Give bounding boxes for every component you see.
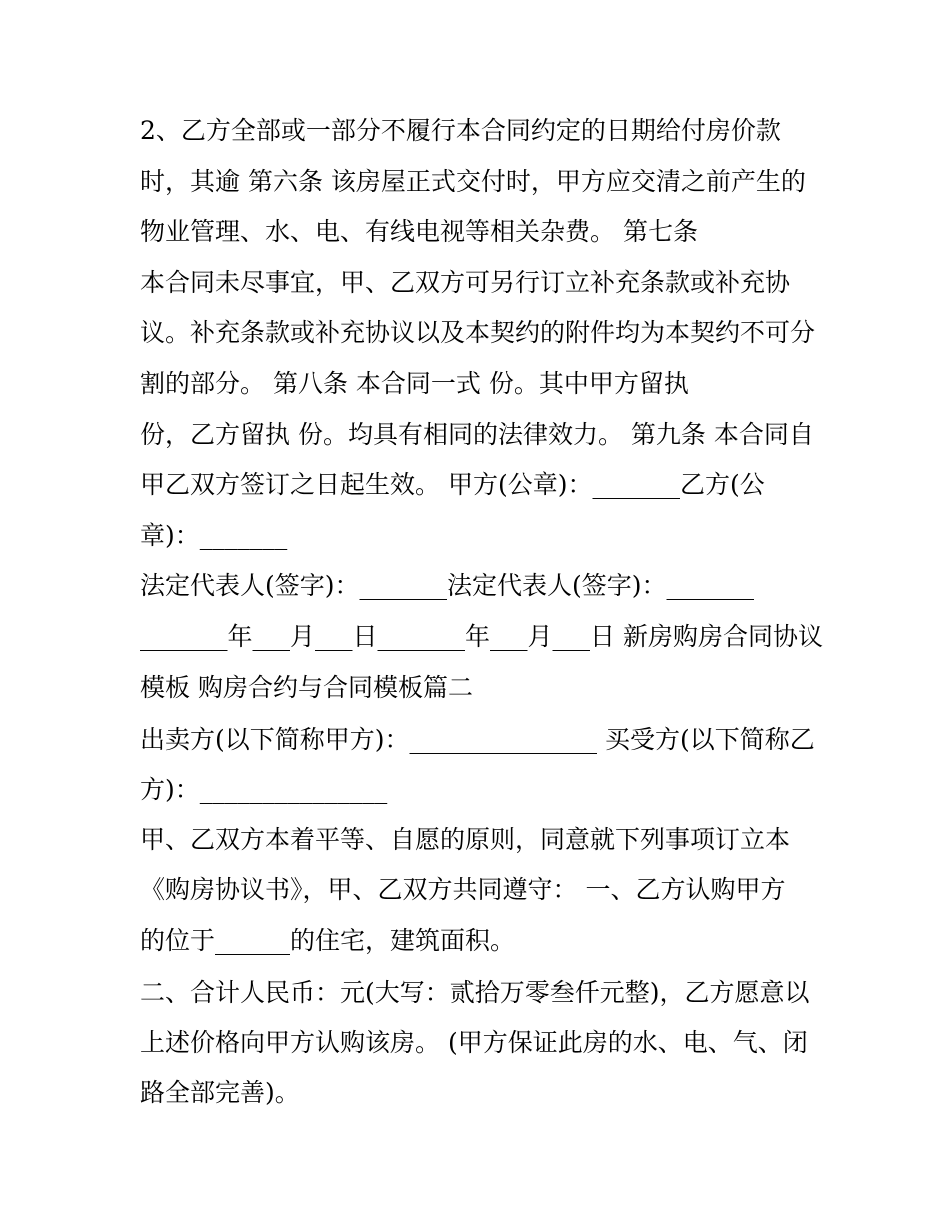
- text-line: 二、合计人民币：元(大写：贰拾万零叁仟元整)，乙方愿意以: [140, 978, 810, 1007]
- text-line: 模板 购房合约与合同模板篇二: [140, 673, 473, 702]
- text-line: 的位于______的住宅，建筑面积。: [140, 926, 516, 955]
- text-line: 2、乙方全部或一部分不履行本合同约定的日期给付房价款: [140, 116, 781, 145]
- text-line: 物业管理、水、电、有线电视等相关杂费。 第七条: [140, 217, 698, 246]
- text-line: 上述价格向甲方认购该房。 (甲方保证此房的水、电、气、闭: [140, 1028, 808, 1057]
- text-line: 路全部完善)。: [140, 1078, 300, 1107]
- text-line: _______年___月___日_______年___月___日 新房购房合同协议: [140, 622, 823, 651]
- text-line: 法定代表人(签字)：_______法定代表人(签字)：_______: [140, 571, 755, 600]
- text-line: 出卖方(以下简称甲方)：_______________ 买受方(以下简称乙: [140, 725, 815, 754]
- text-line: 《购房协议书》，甲、乙双方共同遵守： 一、乙方认购甲方: [140, 875, 786, 904]
- text-line: 甲乙双方签订之日起生效。 甲方(公章)：_______乙方(公: [140, 470, 765, 499]
- text-line: 割的部分。 第八条 本合同一式 份。其中甲方留执: [140, 369, 689, 398]
- text-line: 方)：_______________: [140, 775, 388, 804]
- text-line: 章)：_______: [140, 521, 288, 550]
- text-line: 份，乙方留执 份。均具有相同的法律效力。 第九条 本合同自: [140, 420, 814, 449]
- text-line: 甲、乙双方本着平等、自愿的原则，同意就下列事项订立本: [140, 825, 791, 854]
- text-line: 时，其逾 第六条 该房屋正式交付时，甲方应交清之前产生的: [140, 167, 806, 196]
- text-line: 本合同未尽事宜，甲、乙双方可另行订立补充条款或补充协: [140, 268, 791, 297]
- text-line: 议。补充条款或补充协议以及本契约的附件均为本契约不可分: [140, 318, 816, 347]
